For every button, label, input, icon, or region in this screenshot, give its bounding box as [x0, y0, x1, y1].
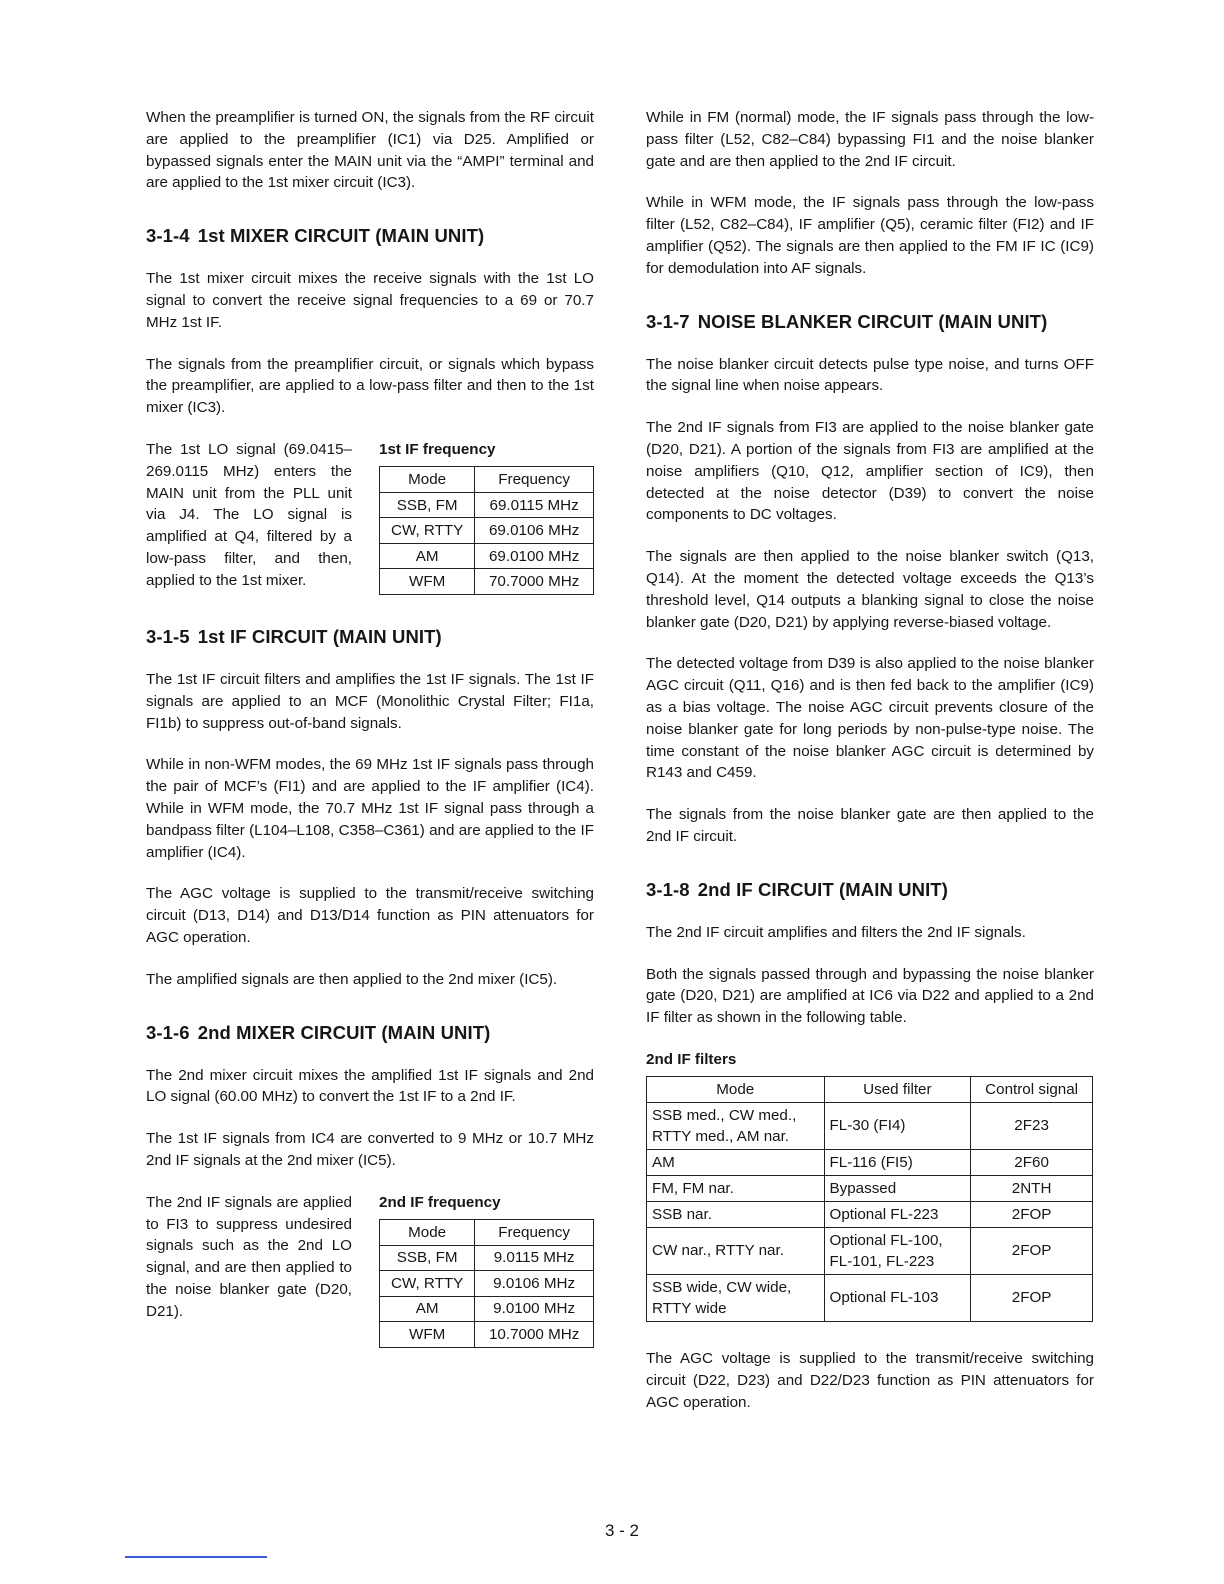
second-if-frequency-table [379, 1219, 594, 1348]
cell-control-signal: 2FOP [971, 1227, 1093, 1274]
paragraph: The signals are then applied to the noise blanker switch (Q13, Q14). At the moment the detected voltage exceeds the Q13’s threshold level, Q14 outputs a blanking signal to close the noise blanker gate (D20, D21) by applying reverse-biased voltage. [646, 548, 1094, 631]
header-used-filter: Used filter [824, 1076, 971, 1102]
table-row [380, 518, 594, 544]
page-number: 3 - 2 [604, 1521, 640, 1540]
paragraph: The 2nd mixer circuit mixes the amplified 1st IF signals and 2nd LO signal (60.00 MHz) to convert the 1st IF to a 2nd IF. [146, 1066, 594, 1106]
paragraph: The 2nd IF signals from FI3 are applied to the noise blanker gate (D20, D21). A portion of the signals from FI3 are amplified at the noise amplifiers (Q10, Q12, amplifier section of IC9), then detected at the noise detector (D39) to convert the noise components to DC voltages. [646, 419, 1094, 524]
cell-frequency: 69.0100 MHz [475, 543, 594, 569]
paragraph: The 1st LO signal (69.0415–269.0115 MHz) enters the MAIN unit from the PLL unit via J4. The LO signal is amplified at Q4, filtered by a low-pass filter, and then, applied to the 1st mixer. [146, 440, 352, 589]
cell-used-filter: Optional FL-103 [824, 1274, 971, 1321]
section-heading-3-1-6 [146, 1021, 594, 1045]
section-heading-3-1-4 [146, 224, 594, 248]
cell-mode: WFM [380, 1322, 475, 1348]
first-if-frequency-block [379, 439, 594, 595]
table-header-row [380, 1219, 594, 1245]
paragraph: The AGC voltage is supplied to the transmit/receive switching circuit (D22, D23) and D22/D23 function as PIN attenuators for AGC operation. [646, 1349, 1094, 1411]
cell-mode: WFM [380, 569, 475, 595]
table-row [647, 1149, 1093, 1175]
cell-mode: SSB, FM [380, 492, 475, 518]
cell-used-filter: FL-30 (FI4) [824, 1102, 971, 1149]
header-mode: Mode [380, 1219, 475, 1245]
table-row [380, 569, 594, 595]
section-number: 3-1-6 [146, 1021, 190, 1043]
cell-mode: SSB nar. [647, 1201, 825, 1227]
section-heading-3-1-8 [646, 878, 1094, 902]
section-number: 3-1-7 [646, 310, 690, 332]
cell-control-signal: 2NTH [971, 1175, 1093, 1201]
section-title: 2nd MIXER CIRCUIT (MAIN UNIT) [197, 1021, 491, 1043]
cell-mode: AM [647, 1149, 825, 1175]
header-control-signal: Control signal [971, 1076, 1093, 1102]
paragraph: While in WFM mode, the IF signals pass through the low-pass filter (L52, C82–C84), IF amplifier (Q5), ceramic filter (FI2) and IF amplifier (Q52). The signals are then applied to the FM IF IC (IC9) for demodulation into AF signals. [646, 194, 1094, 277]
header-frequency: Frequency [475, 466, 594, 492]
cell-mode: CW, RTTY [380, 518, 475, 544]
footer-rule [125, 1556, 267, 1558]
second-if-block [146, 1192, 594, 1348]
cell-frequency: 9.0100 MHz [475, 1296, 594, 1322]
paragraph: While in FM (normal) mode, the IF signals pass through the low-pass filter (L52, C82–C84) bypassing FI1 and the noise blanker gate and are then applied to the 2nd IF circuit. [646, 109, 1094, 170]
table-row [380, 543, 594, 569]
header-mode: Mode [647, 1076, 825, 1102]
cell-control-signal: 2FOP [971, 1274, 1093, 1321]
second-if-frequency-block [379, 1192, 594, 1348]
paragraph: The noise blanker circuit detects pulse type noise, and turns OFF the signal line when noise appears. [646, 355, 1094, 395]
table-row [647, 1102, 1093, 1149]
paragraph: The signals from the noise blanker gate are then applied to the 2nd IF circuit. [646, 806, 1094, 845]
cell-frequency: 70.7000 MHz [475, 569, 594, 595]
cell-used-filter: Bypassed [824, 1175, 971, 1201]
cell-mode: SSB wide, CW wide, RTTY wide [647, 1274, 825, 1321]
cell-control-signal: 2FOP [971, 1201, 1093, 1227]
left-column [146, 107, 594, 1368]
section-heading-3-1-5 [146, 625, 594, 649]
paragraph: The amplified signals are then applied to the 2nd mixer (IC5). [146, 970, 558, 988]
section-number: 3-1-5 [146, 625, 190, 647]
cell-frequency: 69.0106 MHz [475, 518, 594, 544]
first-if-frequency-table [379, 466, 594, 595]
right-column [646, 107, 1094, 1433]
paragraph: The AGC voltage is supplied to the transmit/receive switching circuit (D13, D14) and D13/D14 function as PIN attenuators for AGC operation. [146, 885, 594, 946]
cell-control-signal: 2F23 [971, 1102, 1093, 1149]
cell-frequency: 69.0115 MHz [475, 492, 594, 518]
lo-signal-block [146, 439, 594, 595]
paragraph: The 1st IF circuit filters and amplifies the 1st IF signals. The 1st IF signals are applied to an MCF (Monolithic Crystal Filter; FI1a, FI1b) to suppress out-of-band signals. [146, 670, 594, 732]
section-number: 3-1-8 [646, 878, 690, 900]
cell-mode: AM [380, 1296, 475, 1322]
cell-mode: SSB med., CW med., RTTY med., AM nar. [647, 1102, 825, 1149]
cell-mode: CW nar., RTTY nar. [647, 1227, 825, 1274]
cell-frequency: 9.0106 MHz [475, 1271, 594, 1297]
paragraph: Both the signals passed through and bypassing the noise blanker gate (D20, D21) are amplified at IC6 via D22 and applied to a 2nd IF filter as shown in the following table. [646, 965, 1094, 1027]
cell-frequency: 9.0115 MHz [475, 1245, 594, 1271]
paragraph: The signals from the preamplifier circuit, or signals which bypass the preamplifier, are applied to a low-pass filter and then to the 1st mixer (IC3). [146, 355, 594, 417]
table-row [647, 1201, 1093, 1227]
cell-mode: SSB, FM [380, 1245, 475, 1271]
table-row [647, 1274, 1093, 1321]
second-if-filters-table [646, 1076, 1093, 1322]
table-header-row [380, 466, 594, 492]
table-row [380, 1245, 594, 1271]
cell-mode: CW, RTTY [380, 1271, 475, 1297]
cell-mode: FM, FM nar. [647, 1175, 825, 1201]
table-row [380, 1296, 594, 1322]
section-title: 2nd IF CIRCUIT (MAIN UNIT) [697, 878, 948, 900]
paragraph: The 2nd IF circuit amplifies and filters the 2nd IF signals. [646, 923, 1026, 941]
section-title: 1st IF CIRCUIT (MAIN UNIT) [197, 625, 442, 647]
paragraph: The 2nd IF signals are applied to FI3 to suppress undesired signals such as the 2nd LO signal, and are then applied to the noise blanker gate (D20, D21). [146, 1193, 352, 1320]
table-row [647, 1175, 1093, 1201]
cell-used-filter: Optional FL-100, FL-101, FL-223 [824, 1227, 971, 1274]
header-mode: Mode [380, 466, 475, 492]
section-title: NOISE BLANKER CIRCUIT (MAIN UNIT) [697, 310, 1048, 332]
cell-used-filter: Optional FL-223 [824, 1201, 971, 1227]
cell-used-filter: FL-116 (FI5) [824, 1149, 971, 1175]
section-heading-3-1-7 [646, 310, 1094, 334]
table-header-row [647, 1076, 1093, 1102]
cell-mode: AM [380, 543, 475, 569]
table-row [380, 492, 594, 518]
cell-control-signal: 2F60 [971, 1149, 1093, 1175]
paragraph: The 1st IF signals from IC4 are converted to 9 MHz or 10.7 MHz 2nd IF signals at the 2nd mixer (IC5). [146, 1130, 594, 1169]
section-number: 3-1-4 [146, 225, 190, 247]
cell-frequency: 10.7000 MHz [475, 1322, 594, 1348]
table-row [647, 1227, 1093, 1274]
paragraph: While in non-WFM modes, the 69 MHz 1st IF signals pass through the pair of MCF’s (FI1) and are applied to the IF amplifier (IC4). While in WFM mode, the 70.7 MHz 1st IF signal pass through a bandpass filter (L104–L108, C358–C361) and are applied to the IF amplifier (IC4). [146, 756, 594, 861]
table-caption: 2nd IF filters [646, 1050, 737, 1068]
table-row [380, 1271, 594, 1297]
table-row [380, 1322, 594, 1348]
section-title: 1st MIXER CIRCUIT (MAIN UNIT) [197, 225, 485, 247]
table-caption: 1st IF frequency [379, 440, 496, 458]
paragraph: The detected voltage from D39 is also applied to the noise blanker AGC circuit (Q11, Q16) and is then fed back to the amplifier (IC9) as a bias voltage. The noise AGC circuit prevents closure of the noise blanker gate for long periods by non-pulse-type noise. The time constant of the noise blanker AGC circuit is determined by R143 and C459. [646, 655, 1094, 782]
header-frequency: Frequency [475, 1219, 594, 1245]
paragraph: When the preamplifier is turned ON, the signals from the RF circuit are applied to the preamplifier (IC1) via D25. Amplified or bypassed signals enter the MAIN unit via the “AMPI” terminal and are applied to the 1st mixer circuit (IC3). [146, 109, 594, 192]
paragraph: The 1st mixer circuit mixes the receive signals with the 1st LO signal to convert the receive signal frequencies to a 69 or 70.7 MHz 1st IF. [146, 270, 594, 331]
table-caption: 2nd IF frequency [379, 1193, 501, 1211]
